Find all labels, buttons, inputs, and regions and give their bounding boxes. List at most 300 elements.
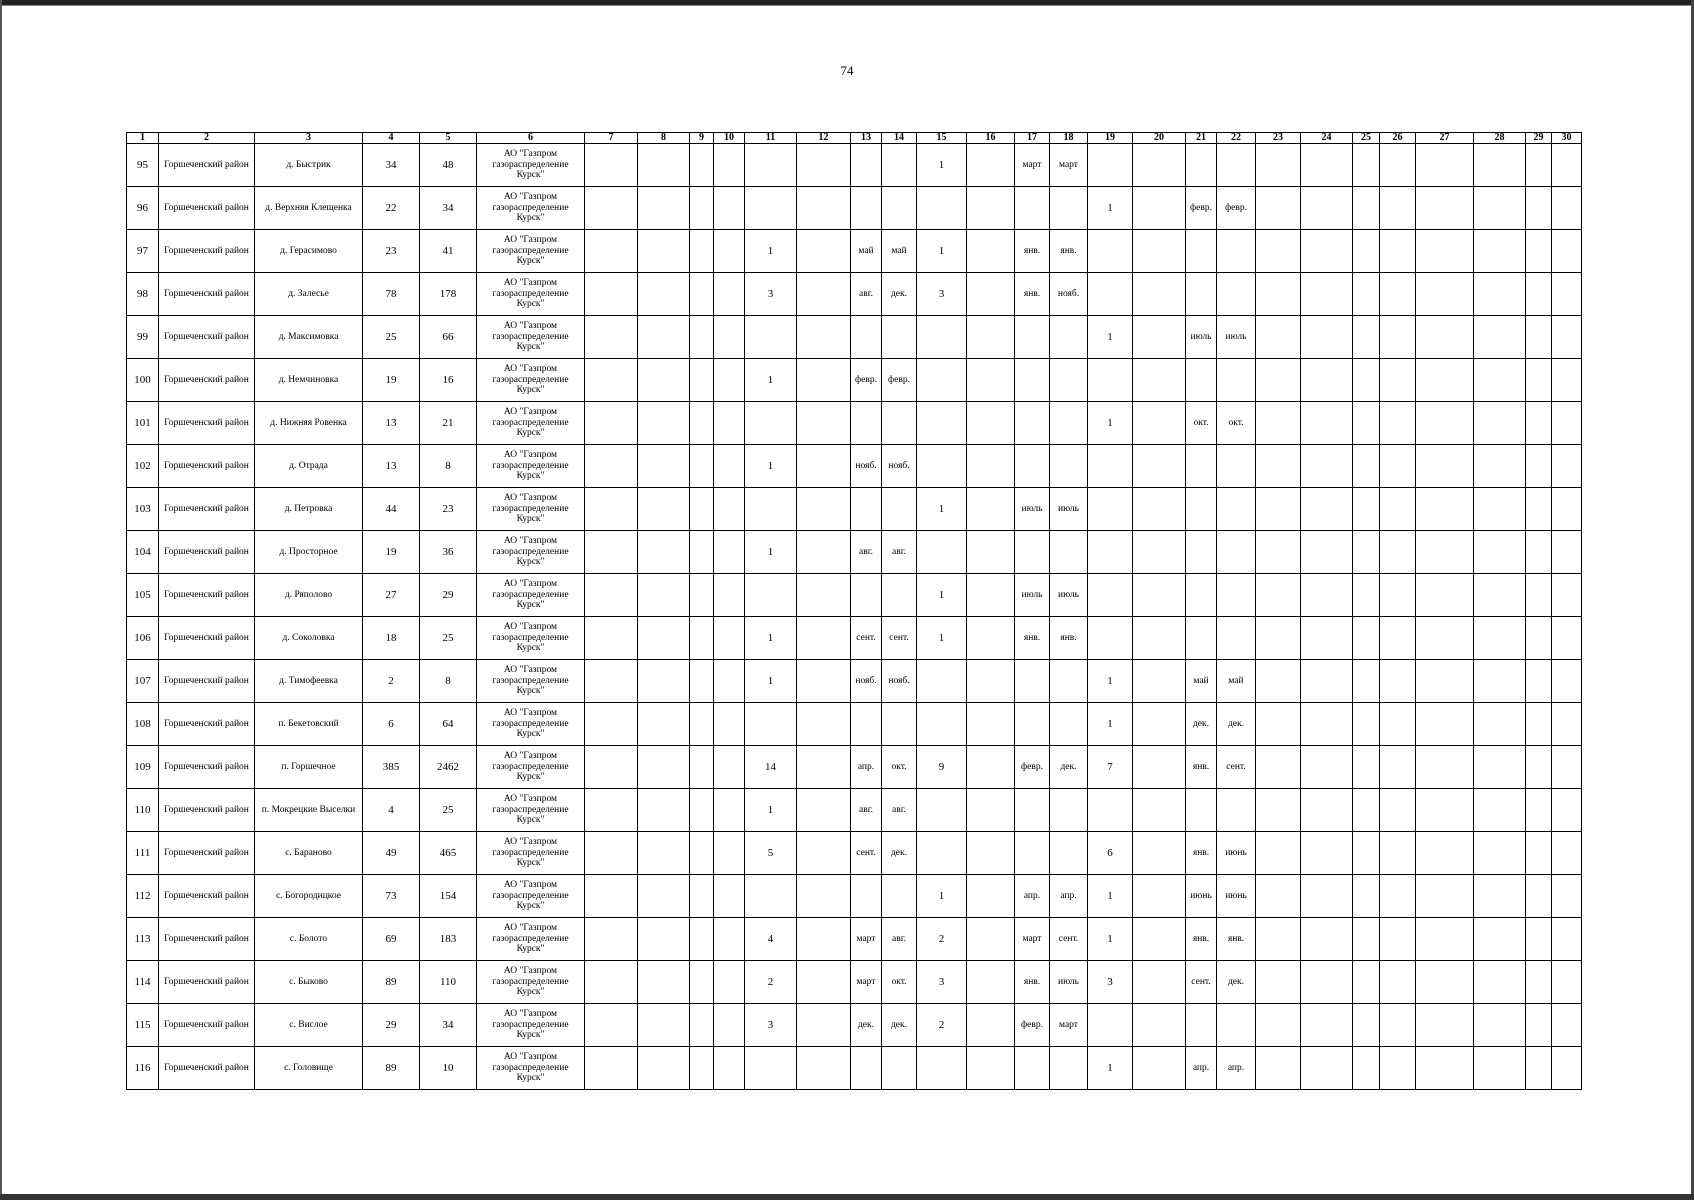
organization-line: Курск" bbox=[516, 729, 545, 740]
column-header-23: 23 bbox=[1256, 133, 1301, 144]
empty-cell bbox=[1474, 144, 1526, 187]
cell-col-22: дек. bbox=[1217, 961, 1256, 1004]
organization-line: АО "Газпром bbox=[503, 665, 558, 676]
empty-cell bbox=[797, 746, 851, 789]
empty-cell bbox=[967, 488, 1015, 531]
cell-col-15 bbox=[917, 402, 967, 445]
empty-cell bbox=[714, 617, 745, 660]
cell-col-22 bbox=[1217, 617, 1256, 660]
cell-col-13 bbox=[851, 402, 882, 445]
table-header-row bbox=[127, 133, 1582, 144]
cell-col-11 bbox=[745, 316, 797, 359]
cell-col-5: 178 bbox=[420, 273, 477, 316]
table-row bbox=[127, 531, 1582, 574]
empty-cell bbox=[1526, 918, 1552, 961]
empty-cell bbox=[1380, 488, 1416, 531]
cell-col-5: 34 bbox=[420, 187, 477, 230]
table-row bbox=[127, 359, 1582, 402]
organization-line: Курск" bbox=[516, 428, 545, 439]
empty-cell bbox=[797, 144, 851, 187]
column-header-30: 30 bbox=[1552, 133, 1582, 144]
table-row bbox=[127, 875, 1582, 918]
empty-cell bbox=[1416, 187, 1474, 230]
empty-cell bbox=[1380, 1047, 1416, 1090]
cell-col-2: Горшеченский район bbox=[159, 1004, 255, 1047]
empty-cell bbox=[1256, 703, 1301, 746]
cell-col-11: 14 bbox=[745, 746, 797, 789]
organization-line: Курск" bbox=[516, 1030, 545, 1041]
empty-cell bbox=[1133, 660, 1186, 703]
empty-cell bbox=[967, 746, 1015, 789]
cell-col-1: 97 bbox=[127, 230, 159, 273]
empty-cell bbox=[714, 832, 745, 875]
cell-col-4: 49 bbox=[363, 832, 420, 875]
empty-cell bbox=[797, 1047, 851, 1090]
empty-cell bbox=[1353, 961, 1380, 1004]
cell-col-18: янв. bbox=[1050, 230, 1088, 273]
empty-cell bbox=[1301, 746, 1353, 789]
cell-col-22: окт. bbox=[1217, 402, 1256, 445]
empty-cell bbox=[1380, 359, 1416, 402]
empty-cell bbox=[1526, 1004, 1552, 1047]
column-header-18: 18 bbox=[1050, 133, 1088, 144]
empty-cell bbox=[714, 187, 745, 230]
cell-col-18 bbox=[1050, 531, 1088, 574]
cell-col-13 bbox=[851, 488, 882, 531]
cell-col-21 bbox=[1186, 488, 1217, 531]
empty-cell bbox=[1256, 660, 1301, 703]
cell-col-11 bbox=[745, 875, 797, 918]
organization-line: Курск" bbox=[516, 213, 545, 224]
empty-cell bbox=[797, 445, 851, 488]
cell-col-18 bbox=[1050, 703, 1088, 746]
empty-cell bbox=[638, 832, 690, 875]
empty-cell bbox=[1552, 703, 1582, 746]
column-header-5: 5 bbox=[420, 133, 477, 144]
cell-col-18: нояб. bbox=[1050, 273, 1088, 316]
cell-col-21: февр. bbox=[1186, 187, 1217, 230]
empty-cell bbox=[714, 746, 745, 789]
cell-col-14 bbox=[882, 402, 917, 445]
empty-cell bbox=[690, 574, 714, 617]
empty-cell bbox=[714, 144, 745, 187]
cell-col-3: д. Соколовка bbox=[255, 617, 363, 660]
empty-cell bbox=[1380, 531, 1416, 574]
cell-col-5: 465 bbox=[420, 832, 477, 875]
empty-cell bbox=[1353, 316, 1380, 359]
empty-cell bbox=[1380, 617, 1416, 660]
empty-cell bbox=[1133, 187, 1186, 230]
cell-col-22: май bbox=[1217, 660, 1256, 703]
empty-cell bbox=[1301, 1004, 1353, 1047]
cell-col-19: 3 bbox=[1088, 961, 1133, 1004]
table-row bbox=[127, 273, 1582, 316]
cell-col-5: 8 bbox=[420, 445, 477, 488]
cell-col-22 bbox=[1217, 445, 1256, 488]
cell-col-21 bbox=[1186, 574, 1217, 617]
organization-line: Курск" bbox=[516, 643, 545, 654]
empty-cell bbox=[638, 1047, 690, 1090]
empty-cell bbox=[1380, 187, 1416, 230]
column-header-13: 13 bbox=[851, 133, 882, 144]
organization-line: газораспределение bbox=[492, 1019, 569, 1030]
empty-cell bbox=[967, 832, 1015, 875]
empty-cell bbox=[690, 144, 714, 187]
empty-cell bbox=[1416, 660, 1474, 703]
empty-cell bbox=[1380, 961, 1416, 1004]
empty-cell bbox=[638, 359, 690, 402]
cell-col-19: 1 bbox=[1088, 703, 1133, 746]
cell-col-14: май bbox=[882, 230, 917, 273]
empty-cell bbox=[714, 875, 745, 918]
cell-col-21 bbox=[1186, 1004, 1217, 1047]
cell-col-19: 1 bbox=[1088, 187, 1133, 230]
cell-col-3: д. Просторное bbox=[255, 531, 363, 574]
empty-cell bbox=[1552, 531, 1582, 574]
table-row bbox=[127, 961, 1582, 1004]
cell-col-13: май bbox=[851, 230, 882, 273]
empty-cell bbox=[585, 316, 638, 359]
cell-col-11: 3 bbox=[745, 1004, 797, 1047]
empty-cell bbox=[797, 832, 851, 875]
empty-cell bbox=[1256, 789, 1301, 832]
empty-cell bbox=[1552, 789, 1582, 832]
cell-col-1: 110 bbox=[127, 789, 159, 832]
cell-col-14 bbox=[882, 187, 917, 230]
empty-cell bbox=[585, 574, 638, 617]
empty-cell bbox=[585, 1047, 638, 1090]
empty-cell bbox=[1380, 316, 1416, 359]
empty-cell bbox=[797, 789, 851, 832]
cell-col-15: 1 bbox=[917, 574, 967, 617]
empty-cell bbox=[714, 230, 745, 273]
column-header-22: 22 bbox=[1217, 133, 1256, 144]
empty-cell bbox=[967, 316, 1015, 359]
organization-cell bbox=[477, 617, 585, 660]
cell-col-3: д. Герасимово bbox=[255, 230, 363, 273]
cell-col-4: 89 bbox=[363, 1047, 420, 1090]
empty-cell bbox=[797, 273, 851, 316]
column-header-26: 26 bbox=[1380, 133, 1416, 144]
organization-line: АО "Газпром bbox=[503, 1052, 558, 1063]
empty-cell bbox=[585, 875, 638, 918]
empty-cell bbox=[1552, 1047, 1582, 1090]
empty-cell bbox=[797, 703, 851, 746]
empty-cell bbox=[1256, 316, 1301, 359]
empty-cell bbox=[690, 918, 714, 961]
empty-cell bbox=[1526, 574, 1552, 617]
empty-cell bbox=[1380, 746, 1416, 789]
cell-col-13 bbox=[851, 1047, 882, 1090]
cell-col-18 bbox=[1050, 445, 1088, 488]
organization-cell bbox=[477, 144, 585, 187]
empty-cell bbox=[585, 961, 638, 1004]
cell-col-19 bbox=[1088, 617, 1133, 660]
cell-col-17: март bbox=[1015, 918, 1050, 961]
cell-col-14: окт. bbox=[882, 746, 917, 789]
cell-col-11: 3 bbox=[745, 273, 797, 316]
cell-col-21 bbox=[1186, 273, 1217, 316]
empty-cell bbox=[585, 703, 638, 746]
cell-col-19: 1 bbox=[1088, 660, 1133, 703]
empty-cell bbox=[1416, 617, 1474, 660]
table-row bbox=[127, 316, 1582, 359]
cell-col-19: 1 bbox=[1088, 875, 1133, 918]
table-row bbox=[127, 832, 1582, 875]
empty-cell bbox=[1133, 574, 1186, 617]
cell-col-3: д. Залесье bbox=[255, 273, 363, 316]
empty-cell bbox=[1474, 789, 1526, 832]
cell-col-1: 114 bbox=[127, 961, 159, 1004]
cell-col-22: июль bbox=[1217, 316, 1256, 359]
empty-cell bbox=[1380, 875, 1416, 918]
empty-cell bbox=[714, 789, 745, 832]
scan-edge-bottom bbox=[0, 1194, 1694, 1200]
cell-col-4: 13 bbox=[363, 402, 420, 445]
empty-cell bbox=[1416, 832, 1474, 875]
cell-col-17: апр. bbox=[1015, 875, 1050, 918]
empty-cell bbox=[1416, 488, 1474, 531]
empty-cell bbox=[585, 531, 638, 574]
cell-col-19: 1 bbox=[1088, 918, 1133, 961]
cell-col-22: февр. bbox=[1217, 187, 1256, 230]
organization-line: Курск" bbox=[516, 1073, 545, 1084]
empty-cell bbox=[1380, 230, 1416, 273]
empty-cell bbox=[1256, 402, 1301, 445]
cell-col-5: 64 bbox=[420, 703, 477, 746]
table-row bbox=[127, 789, 1582, 832]
column-header-8: 8 bbox=[638, 133, 690, 144]
cell-col-21: сент. bbox=[1186, 961, 1217, 1004]
column-header-29: 29 bbox=[1526, 133, 1552, 144]
empty-cell bbox=[690, 1047, 714, 1090]
cell-col-14: авг. bbox=[882, 789, 917, 832]
cell-col-3: п. Бекетовский bbox=[255, 703, 363, 746]
empty-cell bbox=[638, 230, 690, 273]
empty-cell bbox=[1133, 617, 1186, 660]
empty-cell bbox=[1416, 1047, 1474, 1090]
cell-col-15 bbox=[917, 660, 967, 703]
empty-cell bbox=[1301, 316, 1353, 359]
empty-cell bbox=[1133, 918, 1186, 961]
empty-cell bbox=[797, 574, 851, 617]
empty-cell bbox=[1416, 531, 1474, 574]
organization-line: газораспределение bbox=[492, 503, 569, 514]
cell-col-2: Горшеченский район bbox=[159, 660, 255, 703]
organization-line: газораспределение bbox=[492, 589, 569, 600]
cell-col-13: авг. bbox=[851, 273, 882, 316]
empty-cell bbox=[1552, 273, 1582, 316]
empty-cell bbox=[1474, 574, 1526, 617]
cell-col-11 bbox=[745, 574, 797, 617]
cell-col-19: 1 bbox=[1088, 402, 1133, 445]
empty-cell bbox=[967, 230, 1015, 273]
organization-line: Курск" bbox=[516, 901, 545, 912]
organization-line: Курск" bbox=[516, 557, 545, 568]
cell-col-19 bbox=[1088, 230, 1133, 273]
cell-col-22 bbox=[1217, 273, 1256, 316]
cell-col-13 bbox=[851, 187, 882, 230]
empty-cell bbox=[1256, 531, 1301, 574]
empty-cell bbox=[1474, 918, 1526, 961]
empty-cell bbox=[1416, 918, 1474, 961]
cell-col-5: 183 bbox=[420, 918, 477, 961]
empty-cell bbox=[967, 574, 1015, 617]
empty-cell bbox=[714, 703, 745, 746]
cell-col-3: с. Бараново bbox=[255, 832, 363, 875]
table-row bbox=[127, 402, 1582, 445]
cell-col-1: 108 bbox=[127, 703, 159, 746]
empty-cell bbox=[1301, 1047, 1353, 1090]
empty-cell bbox=[967, 1004, 1015, 1047]
organization-line: газораспределение bbox=[492, 890, 569, 901]
empty-cell bbox=[1380, 789, 1416, 832]
empty-cell bbox=[1380, 144, 1416, 187]
cell-col-22: янв. bbox=[1217, 918, 1256, 961]
empty-cell bbox=[714, 273, 745, 316]
empty-cell bbox=[1416, 230, 1474, 273]
organization-line: Курск" bbox=[516, 256, 545, 267]
empty-cell bbox=[1353, 402, 1380, 445]
column-header-2: 2 bbox=[159, 133, 255, 144]
cell-col-1: 102 bbox=[127, 445, 159, 488]
empty-cell bbox=[585, 918, 638, 961]
cell-col-18 bbox=[1050, 402, 1088, 445]
cell-col-11: 1 bbox=[745, 617, 797, 660]
empty-cell bbox=[638, 187, 690, 230]
organization-cell bbox=[477, 789, 585, 832]
empty-cell bbox=[1353, 789, 1380, 832]
cell-col-11 bbox=[745, 402, 797, 445]
empty-cell bbox=[1256, 1004, 1301, 1047]
table-row bbox=[127, 746, 1582, 789]
cell-col-2: Горшеченский район bbox=[159, 445, 255, 488]
empty-cell bbox=[690, 1004, 714, 1047]
empty-cell bbox=[1526, 273, 1552, 316]
cell-col-13: сент. bbox=[851, 832, 882, 875]
organization-line: Курск" bbox=[516, 944, 545, 955]
empty-cell bbox=[1526, 144, 1552, 187]
cell-col-19 bbox=[1088, 574, 1133, 617]
empty-cell bbox=[967, 273, 1015, 316]
organization-line: АО "Газпром bbox=[503, 364, 558, 375]
empty-cell bbox=[1552, 961, 1582, 1004]
cell-col-18 bbox=[1050, 832, 1088, 875]
empty-cell bbox=[690, 617, 714, 660]
empty-cell bbox=[638, 316, 690, 359]
cell-col-14: окт. bbox=[882, 961, 917, 1004]
organization-line: газораспределение bbox=[492, 202, 569, 213]
cell-col-21: июнь bbox=[1186, 875, 1217, 918]
organization-cell bbox=[477, 1004, 585, 1047]
cell-col-11: 2 bbox=[745, 961, 797, 1004]
empty-cell bbox=[967, 703, 1015, 746]
empty-cell bbox=[1353, 273, 1380, 316]
empty-cell bbox=[1256, 875, 1301, 918]
empty-cell bbox=[1552, 617, 1582, 660]
cell-col-11 bbox=[745, 144, 797, 187]
organization-cell bbox=[477, 703, 585, 746]
cell-col-1: 103 bbox=[127, 488, 159, 531]
empty-cell bbox=[690, 789, 714, 832]
empty-cell bbox=[967, 1047, 1015, 1090]
cell-col-2: Горшеченский район bbox=[159, 961, 255, 1004]
cell-col-13: март bbox=[851, 918, 882, 961]
cell-col-1: 98 bbox=[127, 273, 159, 316]
page-number: 74 bbox=[840, 63, 854, 78]
empty-cell bbox=[1301, 488, 1353, 531]
empty-cell bbox=[1133, 1047, 1186, 1090]
empty-cell bbox=[690, 746, 714, 789]
cell-col-17: янв. bbox=[1015, 230, 1050, 273]
cell-col-18 bbox=[1050, 316, 1088, 359]
cell-col-22: июнь bbox=[1217, 832, 1256, 875]
cell-col-5: 36 bbox=[420, 531, 477, 574]
cell-col-14 bbox=[882, 488, 917, 531]
organization-line: Курск" bbox=[516, 170, 545, 181]
empty-cell bbox=[1133, 531, 1186, 574]
organization-line: АО "Газпром bbox=[503, 536, 558, 547]
empty-cell bbox=[1353, 574, 1380, 617]
cell-col-14: февр. bbox=[882, 359, 917, 402]
cell-col-5: 41 bbox=[420, 230, 477, 273]
empty-cell bbox=[1474, 746, 1526, 789]
table-row bbox=[127, 230, 1582, 273]
cell-col-22 bbox=[1217, 488, 1256, 531]
cell-col-15: 3 bbox=[917, 961, 967, 1004]
empty-cell bbox=[1526, 230, 1552, 273]
empty-cell bbox=[1353, 359, 1380, 402]
cell-col-4: 29 bbox=[363, 1004, 420, 1047]
cell-col-15: 1 bbox=[917, 875, 967, 918]
empty-cell bbox=[1256, 1047, 1301, 1090]
organization-cell bbox=[477, 531, 585, 574]
table-row bbox=[127, 703, 1582, 746]
empty-cell bbox=[1353, 488, 1380, 531]
cell-col-22 bbox=[1217, 230, 1256, 273]
table-row bbox=[127, 918, 1582, 961]
cell-col-15 bbox=[917, 359, 967, 402]
cell-col-5: 110 bbox=[420, 961, 477, 1004]
cell-col-17 bbox=[1015, 187, 1050, 230]
cell-col-18: июль bbox=[1050, 488, 1088, 531]
empty-cell bbox=[797, 660, 851, 703]
cell-col-13: март bbox=[851, 961, 882, 1004]
empty-cell bbox=[1474, 359, 1526, 402]
cell-col-15 bbox=[917, 1047, 967, 1090]
cell-col-1: 105 bbox=[127, 574, 159, 617]
cell-col-2: Горшеченский район bbox=[159, 617, 255, 660]
column-header-7: 7 bbox=[585, 133, 638, 144]
organization-line: газораспределение bbox=[492, 245, 569, 256]
empty-cell bbox=[1552, 402, 1582, 445]
cell-col-22 bbox=[1217, 789, 1256, 832]
cell-col-17 bbox=[1015, 531, 1050, 574]
cell-col-1: 95 bbox=[127, 144, 159, 187]
cell-col-4: 19 bbox=[363, 359, 420, 402]
empty-cell bbox=[1353, 531, 1380, 574]
empty-cell bbox=[1301, 832, 1353, 875]
organization-line: АО "Газпром bbox=[503, 493, 558, 504]
empty-cell bbox=[1301, 144, 1353, 187]
empty-cell bbox=[1474, 961, 1526, 1004]
cell-col-21 bbox=[1186, 617, 1217, 660]
empty-cell bbox=[1256, 617, 1301, 660]
organization-line: Курск" bbox=[516, 342, 545, 353]
empty-cell bbox=[1474, 832, 1526, 875]
empty-cell bbox=[797, 531, 851, 574]
cell-col-11: 1 bbox=[745, 660, 797, 703]
